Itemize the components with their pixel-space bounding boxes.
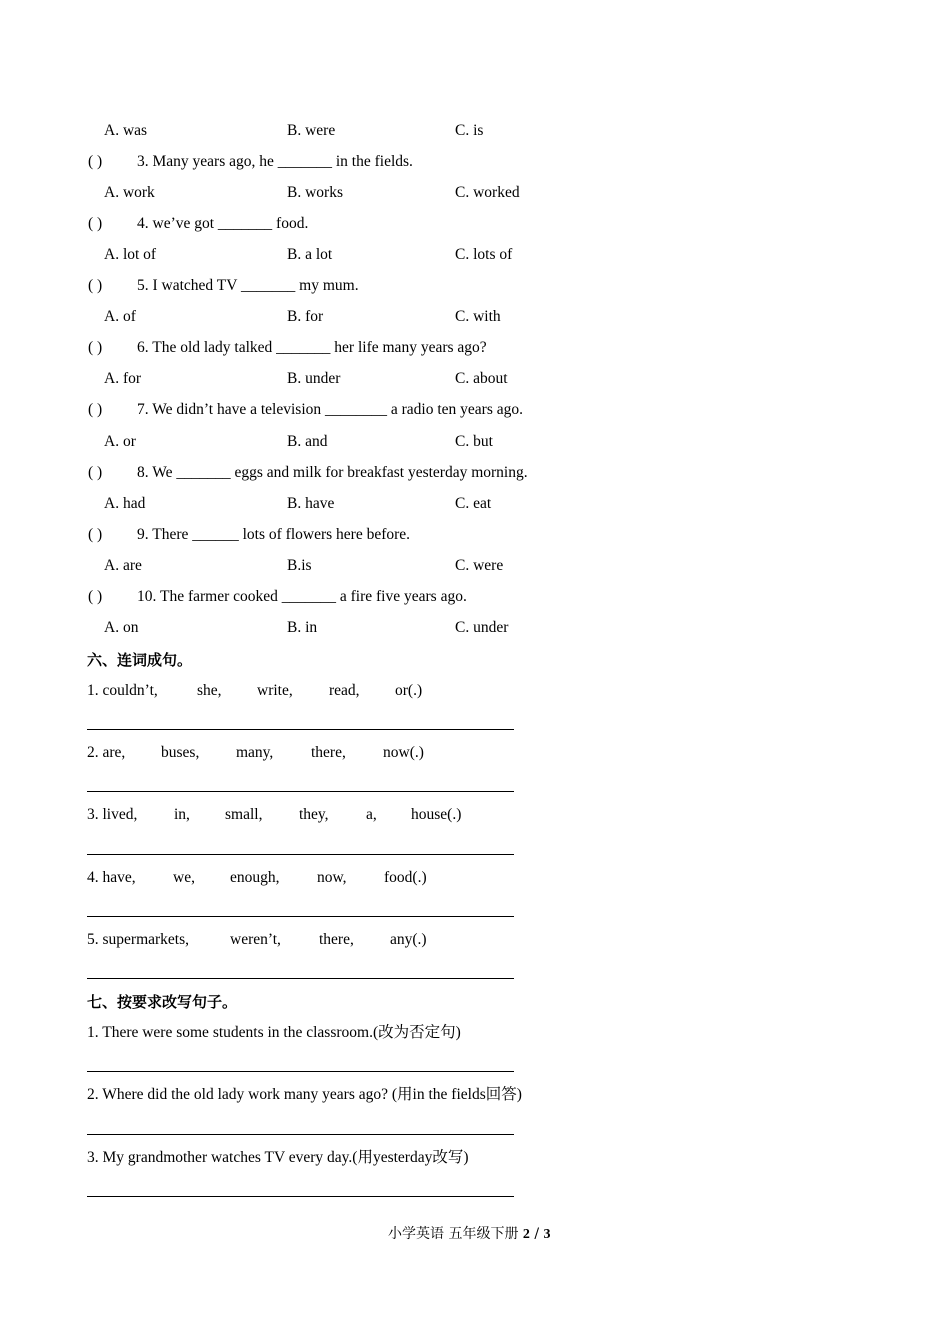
scrambled-word: buses,: [161, 744, 200, 761]
scrambled-word: in,: [174, 806, 190, 823]
scrambled-word: 3. lived,: [87, 806, 138, 823]
question-text: 5. I watched TV _______ my mum.: [137, 277, 359, 294]
scrambled-word: 5. supermarkets,: [87, 931, 190, 948]
scrambled-word: there,: [319, 931, 354, 948]
option-b: B. have: [287, 495, 335, 512]
section-7-title: 七、按要求改写句子。: [87, 993, 238, 1011]
question-text: 10. The farmer cooked _______ a fire five years ago.: [137, 588, 467, 605]
scrambled-word: many,: [236, 744, 274, 761]
scrambled-word: weren’t,: [230, 931, 281, 948]
scrambled-word: she,: [197, 682, 222, 699]
answer-line: [87, 791, 514, 792]
scrambled-word: 4. have,: [87, 869, 136, 886]
answer-line: [87, 854, 514, 855]
question-text: 4. we’ve got _______ food.: [137, 215, 309, 232]
scrambled-word: a,: [366, 806, 377, 823]
option-c: C. were: [455, 557, 504, 574]
option-b: B. for: [287, 308, 324, 325]
option-a: A. for: [104, 370, 142, 387]
page-number: 2: [522, 1227, 530, 1242]
answer-line: [87, 1071, 514, 1072]
answer-paren: ( ): [88, 464, 103, 481]
scrambled-word: read,: [329, 682, 360, 699]
scrambled-word: we,: [173, 869, 195, 886]
option-a: A. or: [104, 433, 136, 450]
option-c: C. with: [455, 308, 501, 325]
rewrite-prompt: 2. Where did the old lady work many years ago? (用in the fields回答): [87, 1086, 522, 1103]
scrambled-word: any(.): [390, 931, 427, 948]
answer-paren: ( ): [88, 588, 103, 605]
option-a: A. lot of: [104, 246, 157, 263]
section-6-title: 六、连词成句。: [87, 651, 193, 669]
answer-line: [87, 1134, 514, 1135]
answer-line: [87, 1196, 514, 1197]
option-a: A. on: [104, 619, 139, 636]
option-c: C. is: [455, 122, 484, 139]
scrambled-word: they,: [299, 806, 329, 823]
option-b: B. a lot: [287, 246, 333, 263]
rewrite-prompt: 3. My grandmother watches TV every day.(用yesterday改写): [87, 1149, 469, 1166]
answer-paren: ( ): [88, 339, 103, 356]
option-a: A. are: [104, 557, 142, 574]
page-total: 3: [543, 1227, 551, 1242]
option-a: A. was: [104, 122, 148, 139]
scrambled-word: there,: [311, 744, 346, 761]
option-b: B. were: [287, 122, 336, 139]
option-b: B. in: [287, 619, 318, 636]
scrambled-word: now,: [317, 869, 347, 886]
option-b: B. and: [287, 433, 328, 450]
option-c: C. but: [455, 433, 493, 450]
option-c: C. worked: [455, 184, 520, 201]
answer-paren: ( ): [88, 526, 103, 543]
question-text: 6. The old lady talked _______ her life many years ago?: [137, 339, 487, 356]
answer-paren: ( ): [88, 153, 103, 170]
scrambled-word: 1. couldn’t,: [87, 682, 158, 699]
page-separator: /: [534, 1226, 540, 1242]
answer-paren: ( ): [88, 277, 103, 294]
question-text: 9. There ______ lots of flowers here before.: [137, 526, 411, 543]
option-c: C. about: [455, 370, 508, 387]
scrambled-word: food(.): [384, 869, 427, 886]
rewrite-prompt: 1. There were some students in the classroom.(改为否定句): [87, 1024, 461, 1041]
scrambled-word: small,: [225, 806, 263, 823]
scrambled-word: 2. are,: [87, 744, 126, 761]
option-b: B. under: [287, 370, 341, 387]
question-text: 3. Many years ago, he _______ in the fields.: [137, 153, 413, 170]
answer-line: [87, 916, 514, 917]
option-c: C. eat: [455, 495, 492, 512]
page-footer: [388, 1224, 551, 1245]
option-c: C. lots of: [455, 246, 513, 263]
option-b: B.is: [287, 557, 312, 574]
scrambled-word: or(.): [395, 682, 423, 699]
option-c: C. under: [455, 619, 509, 636]
answer-paren: ( ): [88, 215, 103, 232]
option-a: A. work: [104, 184, 155, 201]
scrambled-word: enough,: [230, 869, 280, 886]
scrambled-word: write,: [257, 682, 293, 699]
option-b: B. works: [287, 184, 343, 201]
option-a: A. of: [104, 308, 136, 325]
answer-line: [87, 729, 514, 730]
scrambled-word: house(.): [411, 806, 462, 823]
footer-label: 小学英语 五年级下册: [388, 1226, 519, 1242]
scrambled-word: now(.): [383, 744, 424, 761]
question-text: 7. We didn’t have a television ________ a radio ten years ago.: [137, 401, 524, 418]
question-text: 8. We _______ eggs and milk for breakfast yesterday morning.: [137, 464, 528, 481]
option-a: A. had: [104, 495, 146, 512]
answer-line: [87, 978, 514, 979]
answer-paren: ( ): [88, 401, 103, 418]
